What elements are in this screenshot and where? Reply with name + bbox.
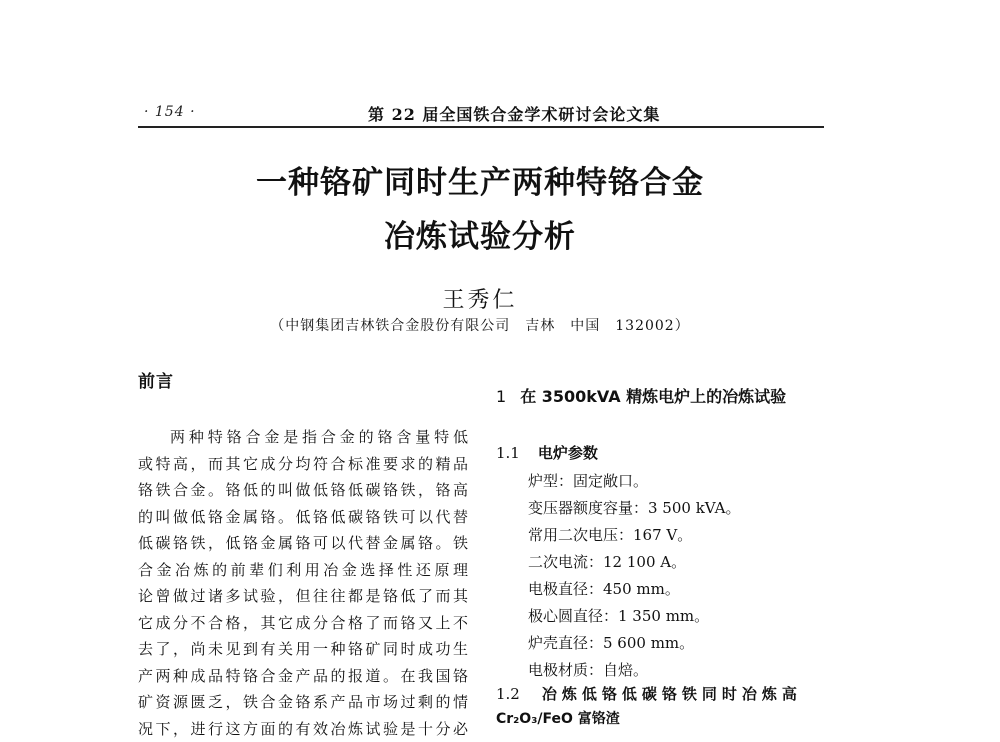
subsection-1-1-heading [496, 442, 598, 463]
subsection-1-2-title-line-1: 冶炼低铬低碳铬铁同时冶炼高 [542, 685, 802, 703]
furnace-parameter: 电极直径：450 mm。 [528, 576, 740, 603]
left-column [138, 367, 468, 742]
paragraph-line: 两种特铬合金是指合金的铬含量特低 [138, 424, 468, 451]
paragraph-line: 铬铁合金。铬低的叫做低铬低碳铬铁，铬高 [138, 477, 468, 504]
page-number: · 154 · [144, 104, 196, 120]
furnace-parameter: 炉壳直径：5 600 mm。 [528, 630, 740, 657]
subsection-1-1-title: 电炉参数 [538, 444, 598, 462]
paragraph-line: 矿资源匮乏，铁合金铬系产品市场过剩的情 [138, 689, 468, 716]
subsection-1-2-heading [496, 682, 826, 732]
furnace-parameter: 极心圆直径：1 350 mm。 [528, 603, 740, 630]
paper-title-line-2: 冶炼试验分析 [200, 211, 760, 256]
right-column [496, 384, 826, 407]
preface-heading: 前言 [138, 367, 468, 392]
furnace-parameter: 常用二次电压：167 V。 [528, 522, 740, 549]
paragraph-line: 况下，进行这方面的有效冶炼试验是十分必 [138, 716, 468, 742]
paper-title-line-1: 一种铬矿同时生产两种特铬合金 [200, 157, 760, 202]
furnace-parameter: 变压器额度容量：3 500 kVA。 [528, 495, 740, 522]
furnace-parameter-list [528, 468, 740, 684]
author-affiliation: （中钢集团吉林铁合金股份有限公司 吉林 中国 132002） [230, 315, 730, 335]
section-1-number: 1 [496, 387, 506, 406]
furnace-parameter: 二次电流：12 100 A。 [528, 549, 740, 576]
preface-paragraph [138, 424, 468, 742]
paragraph-line: 论曾做过诸多试验，但往往都是铬低了而其 [138, 583, 468, 610]
page-header [138, 100, 824, 128]
running-title: 第 22 届全国铁合金学术研讨会论文集 [368, 102, 660, 125]
paragraph-line: 或特高，而其它成分均符合标准要求的精品 [138, 451, 468, 478]
subsection-1-2-title-line-2: Cr₂O₃/FeO 富铬渣 [496, 707, 826, 732]
paragraph-line: 去了，尚未见到有关用一种铬矿同时成功生 [138, 636, 468, 663]
subsection-1-2-number: 1.2 [496, 685, 520, 703]
paragraph-line: 的叫做低铬金属铬。低铬低碳铬铁可以代替 [138, 504, 468, 531]
paragraph-line: 它成分不合格，其它成分合格了而铬又上不 [138, 610, 468, 637]
author-name: 王秀仁 [380, 283, 580, 314]
paragraph-line: 产两种成品特铬合金产品的报道。在我国铬 [138, 663, 468, 690]
subsection-1-1-number: 1.1 [496, 444, 520, 462]
section-1-title: 在 3500kVA 精炼电炉上的冶炼试验 [520, 387, 786, 406]
furnace-parameter: 炉型：固定敞口。 [528, 468, 740, 495]
section-1-heading [496, 384, 826, 407]
paragraph-line: 低碳铬铁，低铬金属铬可以代替金属铬。铁 [138, 530, 468, 557]
furnace-parameter: 电极材质：自焙。 [528, 657, 740, 684]
paragraph-line: 合金冶炼的前辈们利用冶金选择性还原理 [138, 557, 468, 584]
